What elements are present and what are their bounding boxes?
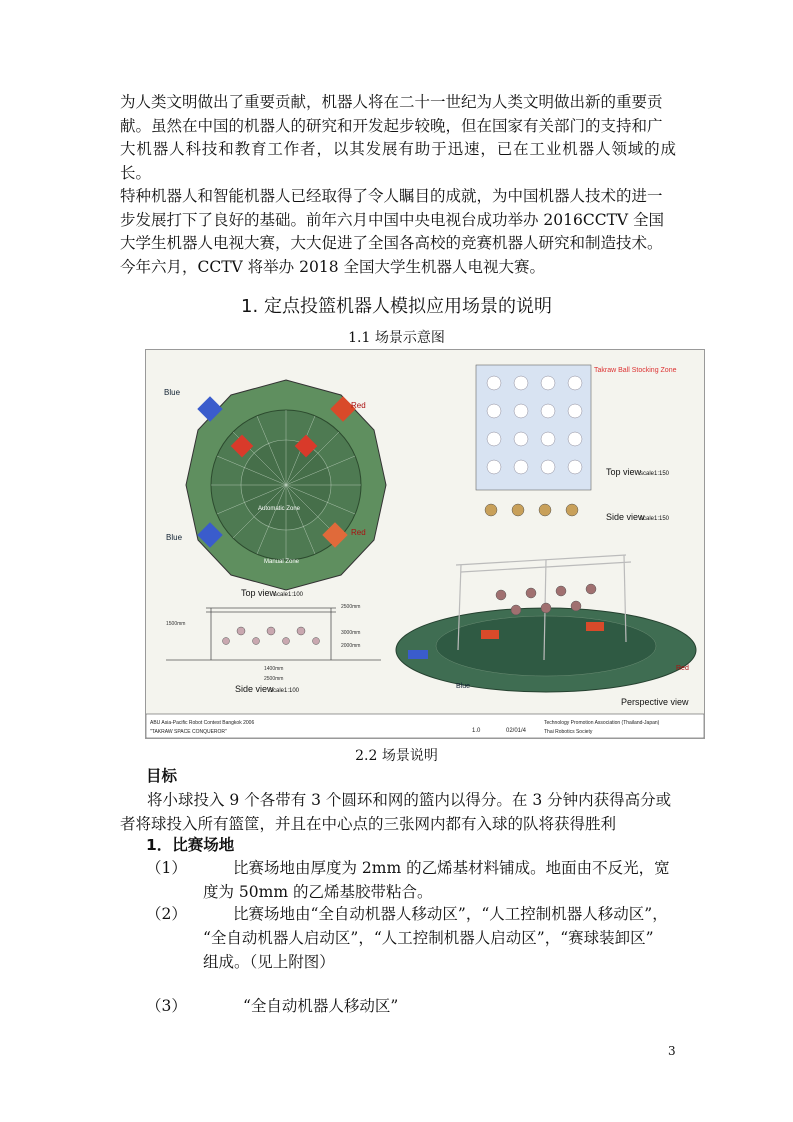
label-blue: Blue xyxy=(166,533,183,542)
perspective-view-label: Perspective view xyxy=(621,697,689,707)
list-item xyxy=(146,902,680,974)
field-diagram xyxy=(146,350,704,738)
goal-paragraph xyxy=(120,788,680,836)
intro-line: 献。虽然在中国的机器人的研究和开发起步较晚，但在国家有关部门的支持和广 xyxy=(120,116,663,135)
intro-line: 步发展打下了良好的基础。前年六月中国中央电视台成功举办 2016CCTV 全国 xyxy=(120,210,665,229)
label-blue: Blue xyxy=(456,683,471,690)
takraw-balls xyxy=(485,504,578,516)
top-view-right-label: Top view xyxy=(606,467,642,477)
label-automatic-zone: Automatic Zone xyxy=(258,506,301,512)
list-item xyxy=(146,856,680,904)
list-item xyxy=(146,994,680,1018)
side-view-right-scale: scale1:150 xyxy=(640,516,670,522)
page-number: 3 xyxy=(668,1044,676,1058)
title-block-org: Technology Promotion Association (Thailand-Japan) xyxy=(544,720,660,726)
perspective-red-zone xyxy=(586,622,604,631)
perspective-inner-circle xyxy=(436,616,656,676)
item-line: “全自动机器人启动区”，“人工控制机器人启动区”，“赛球装卸区” xyxy=(203,929,654,947)
title-block xyxy=(146,714,704,738)
item-number: （3） xyxy=(146,997,187,1015)
dimension-label: 2000mm xyxy=(341,643,361,649)
intro-line: 今年六月，CCTV 将举办 2018 全国大学生机器人电视大赛。 xyxy=(120,257,545,276)
intro-line: 特种机器人和智能机器人已经取得了令人瞩目的成就，为中国机器人技术的进一 xyxy=(120,187,663,205)
dimension-label: 1400mm xyxy=(264,666,284,672)
intro-paragraph xyxy=(120,91,676,279)
figure-caption: 2.2 场景说明 xyxy=(355,748,438,764)
item-line: 比赛场地由厚度为 2mm 的乙烯基材料铺成。地面由不反光，宽 xyxy=(233,859,670,877)
stocking-zone-title: Takraw Ball Stocking Zone xyxy=(594,367,677,374)
label-red: Red xyxy=(351,401,366,410)
top-view-left-label: Top view xyxy=(241,588,277,598)
top-view-right-scale: scale1:150 xyxy=(640,471,670,477)
goal-line: 将小球投入 9 个各带有 3 个圆环和网的篮内以得分。在 3 分钟内获得高分或 xyxy=(147,791,672,809)
title-block-theme: "TAKRAW SPACE CONQUEROR" xyxy=(150,729,227,735)
perspective-blue-zone xyxy=(408,650,428,659)
side-view-left-scale: scale1:100 xyxy=(270,688,300,694)
dimension-label: 3000mm xyxy=(341,630,361,636)
item-line: 组成。（见上附图） xyxy=(203,953,335,971)
intro-line: 大学生机器人电视大赛，大大促进了全国各高校的竞赛机器人研究和制造技术。 xyxy=(120,234,663,252)
dimension-label: 2500mm xyxy=(341,604,361,610)
section-heading: 1. 定点投篮机器人模拟应用场景的说明 xyxy=(241,296,552,317)
side-view-right-label: Side view xyxy=(606,512,645,522)
item-number: （1） xyxy=(146,859,187,877)
label-blue: Blue xyxy=(164,388,181,397)
title-block-org2: Thai Robotics Society xyxy=(544,729,593,735)
title-block-date: 02/01/4 xyxy=(506,728,527,734)
goal-heading: 目标 xyxy=(146,767,178,785)
item-line: 度为 50mm 的乙烯基胶带粘合。 xyxy=(203,883,433,901)
perspective-red-zone xyxy=(481,630,499,639)
item-line: “全自动机器人移动区” xyxy=(243,997,399,1015)
figure-caption: 1.1 场景示意图 xyxy=(348,330,445,346)
label-red: Red xyxy=(351,528,366,537)
item-line: 比赛场地由“全自动机器人移动区”，“人工控制机器人移动区”， xyxy=(233,905,668,923)
dimension-label: 1500mm xyxy=(166,621,186,627)
side-view-baskets xyxy=(223,627,320,645)
field-diagram-figure xyxy=(145,349,705,739)
title-block-project: ABU Asia-Pacific Robot Contest Bangkok 2006 xyxy=(150,720,255,726)
dimension-label: 2500mm xyxy=(264,676,284,682)
section-heading-field: 1．比赛场地 xyxy=(146,836,235,854)
label-red: Red xyxy=(676,665,689,672)
side-view-left-label: Side view xyxy=(235,684,274,694)
title-block-rev: 1.0 xyxy=(472,728,481,734)
label-manual-zone: Manual Zone xyxy=(264,559,300,565)
goal-line: 者将球投入所有篮筐，并且在中心点的三张网内都有入球的队将获得胜利 xyxy=(120,815,617,833)
top-view-left-scale: scale1:100 xyxy=(274,592,304,598)
intro-line: 大机器人科技和教育工作者，以其发展有助于迅速，已在工业机器人领域的成长。 xyxy=(120,140,676,182)
intro-line: 为人类文明做出了重要贡献，机器人将在二十一世纪为人类文明做出新的重要贡 xyxy=(120,93,663,111)
item-number: （2） xyxy=(146,905,187,923)
